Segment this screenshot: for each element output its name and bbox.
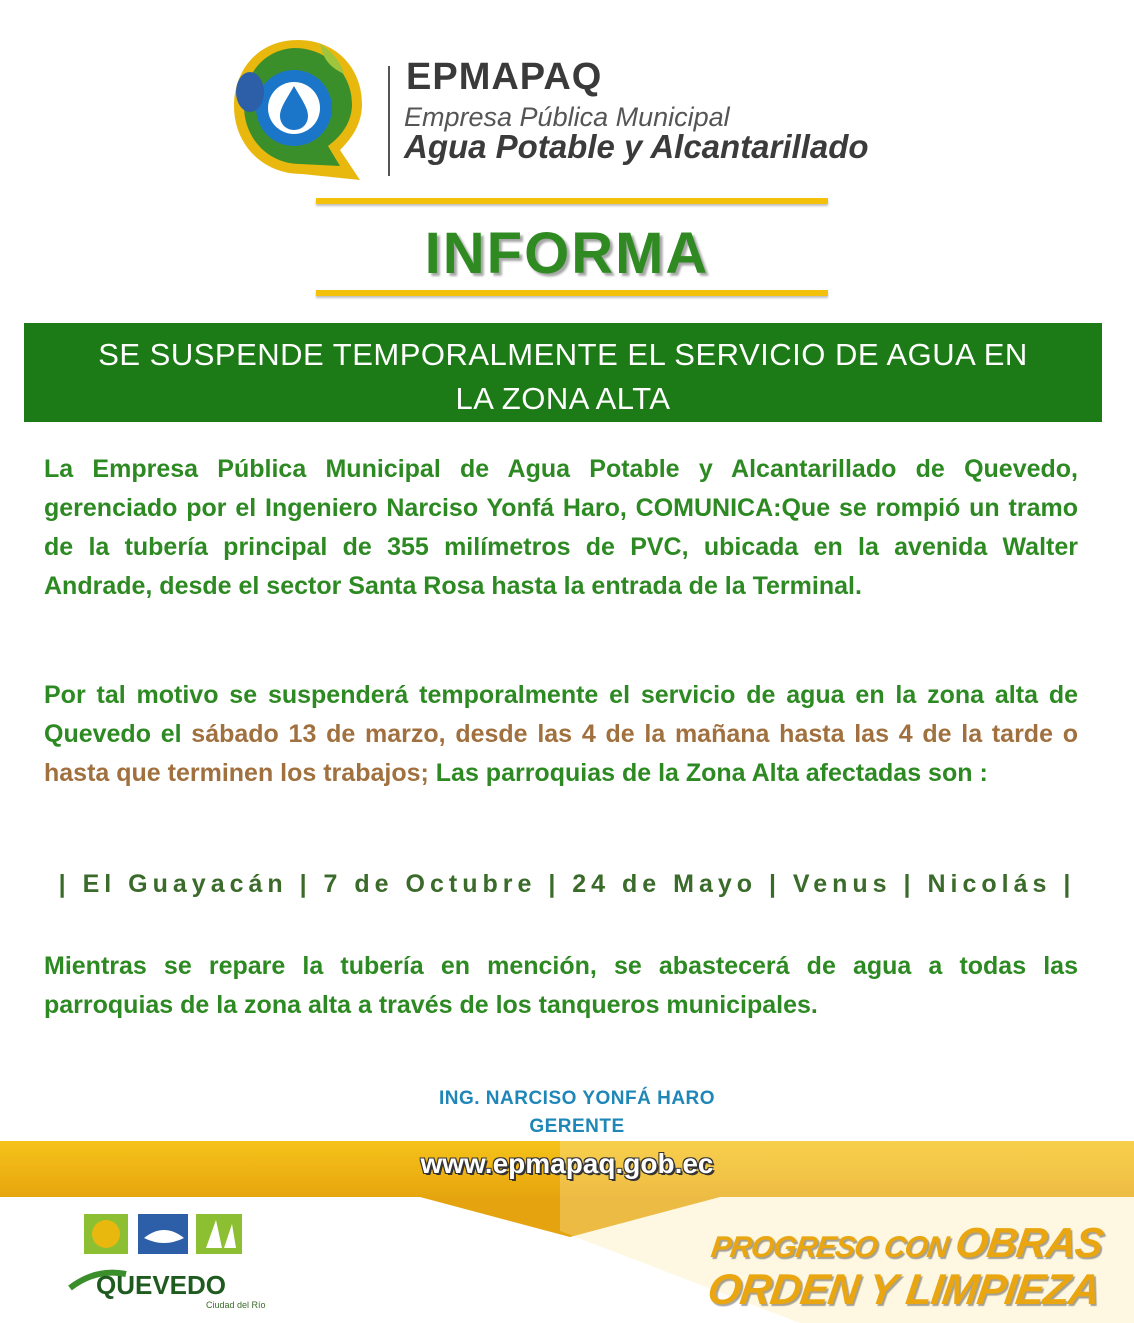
headline: INFORMA [424,221,710,286]
city-logo-tagline: Ciudad del Río [206,1300,266,1310]
quevedo-logo-icon [66,1208,266,1318]
paragraph-notice: La Empresa Pública Municipal de Agua Potable y Alcantarillado de Quevedo, gerenciado por el Ingeniero Narciso Yonfá Haro, COMUNICA:Que se rompió un tramo de la tubería principal de 355 milímetros de PVC, ubicada en la avenida Walter Andrade, desde el sector Santa Rosa hasta la entrada de la Terminal. [44,455,1078,600]
website-link[interactable]: www.epmapaq.gob.ec [420,1148,714,1179]
suspension-schedule: sábado 13 de marzo, desde las 4 de la mañana hasta las 4 de la tarde o hasta que terminen los trabajos; [44,720,1078,787]
announcement-banner [24,323,1102,422]
epmapaq-logo-icon [228,34,368,184]
slogan-part-a: PROGRESO CON [709,1231,958,1264]
slogan-line-1 [709,1219,1116,1267]
brand-subtitle-main: Agua Potable y Alcantarillado [404,128,869,165]
suspension-intro: Por tal motivo se suspenderá temporalmente el servicio de agua en la zona alta de Quevedo el [44,681,1078,748]
gold-rule-bottom [316,290,828,296]
suspension-affected: Las parroquias de la Zona Alta afectadas son : [428,759,988,787]
signatory-role: GERENTE [529,1116,625,1137]
city-logo [66,1208,266,1318]
logo-divider [388,66,390,176]
slogan-part-b: OBRAS [952,1219,1106,1266]
gold-rule-top [316,198,828,204]
banner-line-1: SE SUSPENDE TEMPORALMENTE EL SERVICIO DE AGUA EN [98,337,1028,372]
parish-list: | El Guayacán | 7 de Octubre | 24 de Mayo | Venus | Nicolás | [58,870,1076,898]
paragraph-suspension [44,676,1078,793]
paragraph-supply: Mientras se repare la tubería en mención, se abastecerá de agua a todas las parroquias de la zona alta a través de los tanqueros municipales. [44,952,1078,1019]
header-logo [228,30,928,190]
brand-subtitle: Empresa Pública Municipal [404,102,730,132]
signatory-name: ING. NARCISO YONFÁ HARO [438,1088,716,1109]
slogan-line-2: ORDEN Y LIMPIEZA [704,1266,1103,1314]
city-logo-name: QUEVEDO [96,1270,227,1300]
banner-line-2: LA ZONA ALTA [455,381,671,416]
brand-name: EPMAPAQ [406,56,603,98]
